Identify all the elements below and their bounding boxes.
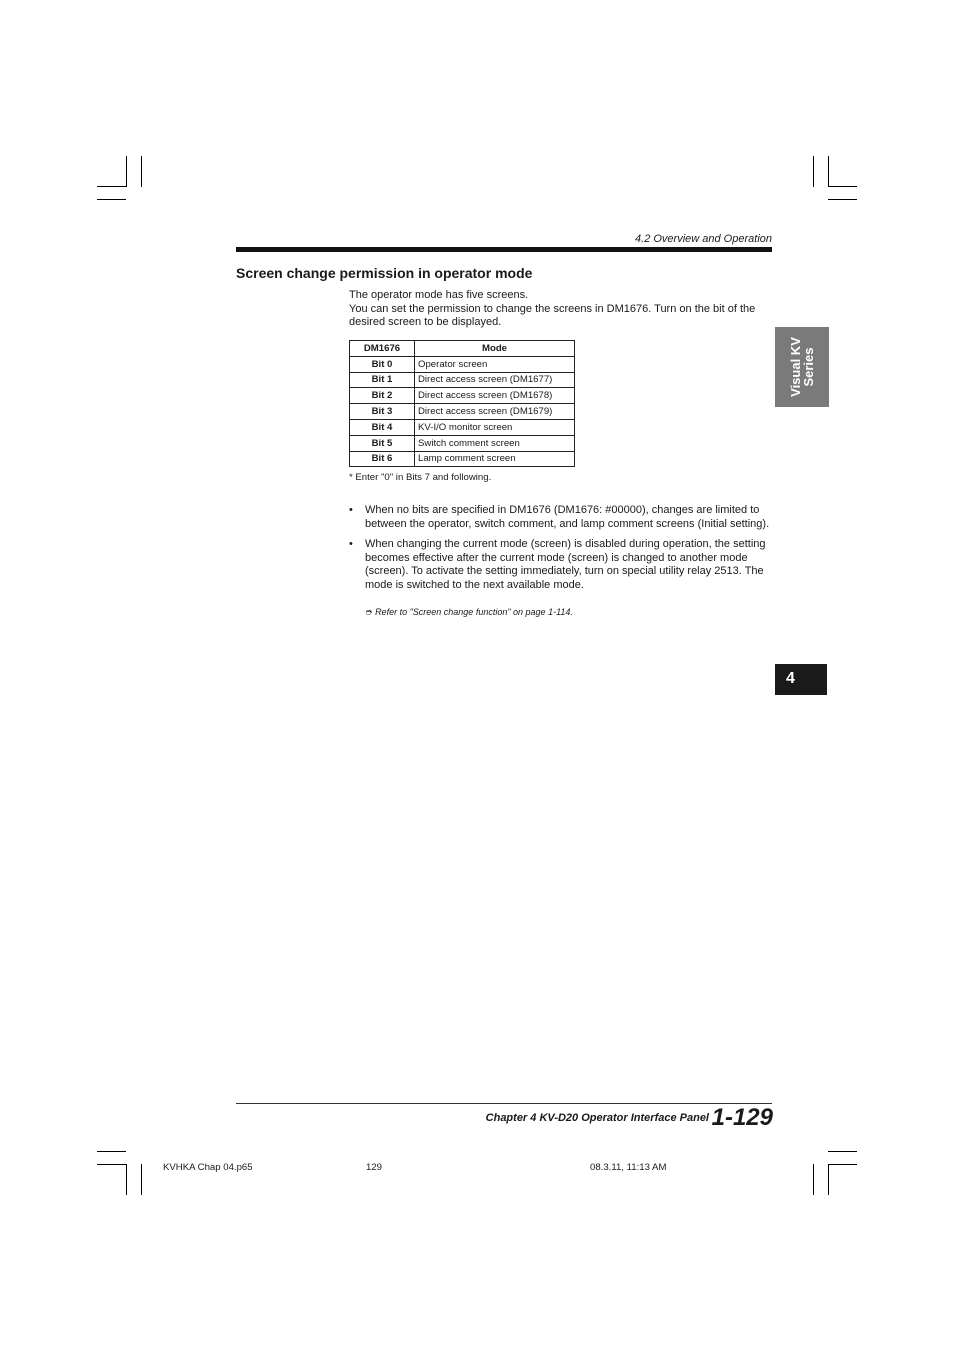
- dm1676-table: [349, 340, 575, 467]
- mode-cell: Direct access screen (DM1678): [415, 388, 575, 404]
- mode-cell: Operator screen: [415, 356, 575, 372]
- bullet-list: [349, 504, 773, 599]
- table-row: [350, 388, 575, 404]
- bit-cell: Bit 0: [350, 356, 415, 372]
- chapter-number: 4: [786, 670, 795, 687]
- table-row: [350, 435, 575, 451]
- print-date: 08.3.11, 11:13 AM: [590, 1162, 667, 1173]
- table-row: [350, 451, 575, 467]
- intro-line-1: The operator mode has five screens.: [349, 289, 529, 301]
- footer-rule: [236, 1103, 772, 1104]
- side-tab-line-2: Series: [801, 347, 816, 387]
- chapter-tab: [775, 664, 827, 695]
- table-note: * Enter "0" in Bits 7 and following.: [349, 472, 492, 483]
- bit-cell: Bit 2: [350, 388, 415, 404]
- column-header: Mode: [415, 341, 575, 357]
- table-row: [350, 372, 575, 388]
- mode-cell: Direct access screen (DM1679): [415, 404, 575, 420]
- arrow-icon: ➮: [365, 607, 373, 617]
- table-row: [350, 419, 575, 435]
- running-header: 4.2 Overview and Operation: [635, 233, 772, 245]
- reference-text: Refer to "Screen change function" on page 1-114.: [375, 607, 573, 617]
- footer-chapter: Chapter 4 KV-D20 Operator Interface Panel: [485, 1112, 709, 1124]
- header-rule: [236, 247, 772, 252]
- list-item: [349, 538, 773, 592]
- list-item: [349, 504, 773, 531]
- bullet-text: When no bits are specified in DM1676 (DM1676: #00000), changes are limited to between the operator, switch comment, and lamp comment screens (Initial setting).: [365, 504, 770, 530]
- table-header-row: [350, 341, 575, 357]
- column-header: DM1676: [350, 341, 415, 357]
- bullet-icon: •: [349, 504, 353, 516]
- mode-cell: Switch comment screen: [415, 435, 575, 451]
- side-tab-visual-kv: [775, 327, 829, 407]
- bullet-text: When changing the current mode (screen) is disabled during operation, the setting becomes effective after the current mode (screen) is changed to another mode (screen). To activate the setting immediately, turn on special utility relay 2513. The mode is switched to the next available mode.: [365, 538, 766, 591]
- print-page: 129: [366, 1162, 383, 1173]
- mode-cell: Lamp comment screen: [415, 451, 575, 467]
- print-file: KVHKA Chap 04.p65: [163, 1162, 253, 1173]
- table-row: [350, 356, 575, 372]
- bit-cell: Bit 4: [350, 419, 415, 435]
- side-tab-line-1: Visual KV: [788, 337, 803, 397]
- intro-line-2: You can set the permission to change the screens in DM1676. Turn on the bit of the desired screen to be displayed.: [349, 302, 756, 328]
- bit-cell: Bit 6: [350, 451, 415, 467]
- bit-cell: Bit 5: [350, 435, 415, 451]
- section-title: Screen change permission in operator mode: [236, 265, 533, 281]
- mode-cell: Direct access screen (DM1677): [415, 372, 575, 388]
- bit-cell: Bit 1: [350, 372, 415, 388]
- bit-cell: Bit 3: [350, 404, 415, 420]
- bullet-icon: •: [349, 538, 353, 550]
- mode-cell: KV-I/O monitor screen: [415, 419, 575, 435]
- table-row: [350, 404, 575, 420]
- page-number: 1-129: [711, 1104, 773, 1131]
- intro-text: [349, 289, 773, 330]
- cross-reference: [365, 607, 573, 618]
